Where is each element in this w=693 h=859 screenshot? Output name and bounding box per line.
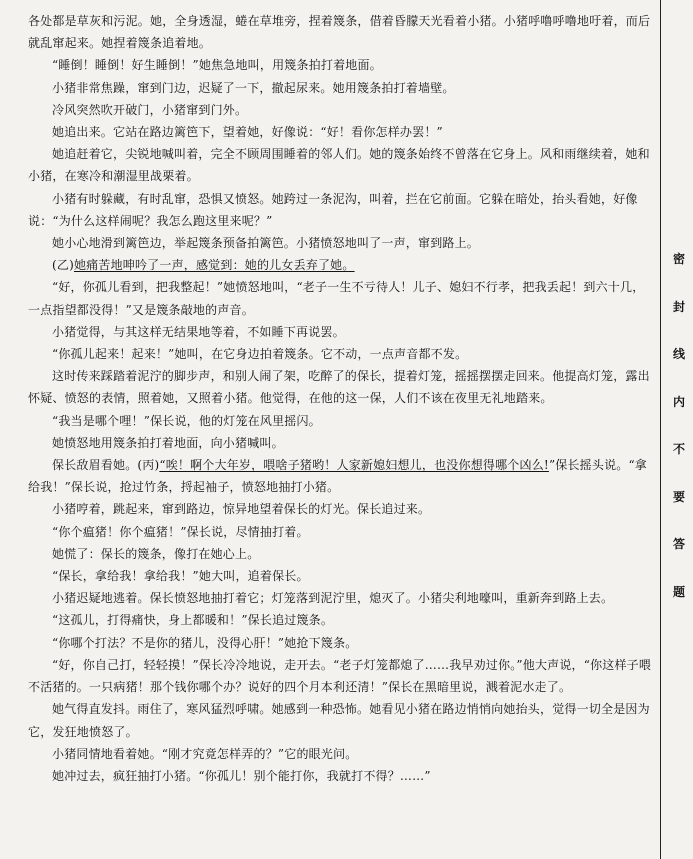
paragraph bbox=[28, 498, 652, 520]
text-run: 小猪同情地看着她。“刚才究竟怎样弄的？”它的眼光问。 bbox=[52, 746, 358, 761]
text-run: “好，你孤儿看到，把我整起！”她愤怒地叫，“老子一生不亏待人！儿子、媳妇不行孝，把我丢起！到六十几，一点指望都没得！”又是篾条敲地的声音。 bbox=[28, 280, 645, 317]
paragraph bbox=[28, 765, 652, 787]
paragraph bbox=[28, 632, 652, 654]
paragraph bbox=[28, 254, 652, 276]
seal-line-char: 要 bbox=[672, 489, 685, 504]
text-run: “你哪个打法？不是你的猪儿，没得心肝！”她抢下篾条。 bbox=[52, 635, 358, 650]
paragraph bbox=[28, 587, 652, 609]
paragraph bbox=[28, 432, 652, 454]
text-run: 各处都是草灰和污泥。她，全身透湿，蜷在草堆旁，捏着篾条，借着昏朦天光看着小猪。小猪呼噜呼噜地吁着，而后就乱窜起来。她捏着篾条追着地。 bbox=[28, 14, 651, 51]
text-run: 她慌了：保长的篾条，像打在她心上。 bbox=[52, 546, 260, 561]
paragraph bbox=[28, 543, 652, 565]
story-text bbox=[28, 10, 652, 787]
text-run: “这孤儿，打得痛快，身上都暖和！”保长追过篾条。 bbox=[52, 613, 334, 628]
paragraph bbox=[28, 321, 652, 343]
paragraph bbox=[28, 454, 652, 498]
text-run: “你个瘟猪！你个瘟猪！”保长说，尽情抽打着。 bbox=[52, 524, 309, 539]
text-run: 保长敌眉看她。(丙) bbox=[52, 458, 160, 473]
text-run: 她愤怒地用篾条拍打着地面，向小猪喊叫。 bbox=[52, 435, 284, 450]
seal-line-notice bbox=[671, 250, 687, 600]
paragraph bbox=[28, 276, 652, 320]
seal-line-char: 密 bbox=[672, 252, 685, 266]
text-run: 她追赶着它，尖锐地喊叫着，完全不顾周围睡着的邻人们。她的篾条始终不曾落在它身上。风和雨继续着，她和小猪，在寒冷和潮湿里战栗着。 bbox=[28, 147, 650, 184]
seal-line bbox=[660, 0, 661, 859]
seal-line-char: 答 bbox=[672, 537, 685, 552]
underlined-sentence: “唉！啊个大年岁，喂啥子猪哟！人家新媳妇想儿，也没你想得哪个凶么! bbox=[159, 458, 549, 473]
text-run: 她小心地滑到篱笆边，举起篾条预备拍篱笆。小猪愤怒地叫了一声，窜到路上。 bbox=[52, 236, 480, 251]
paragraph bbox=[28, 365, 652, 409]
text-run: “我当是哪个哩！”保长说，他的灯笼在风里摇闪。 bbox=[52, 413, 321, 428]
seal-line-char: 不 bbox=[672, 442, 685, 457]
paragraph bbox=[28, 410, 652, 432]
seal-line-char: 封 bbox=[672, 299, 685, 314]
text-run: 小猪觉得，与其这样无结果地等着，不如睡下再说罢。 bbox=[52, 324, 345, 339]
underlined-sentence: 她痛苦地呻吟了一声，感觉到：她的儿女丢弃了她。 bbox=[73, 258, 355, 273]
seal-line-char: 线 bbox=[672, 347, 685, 362]
paragraph bbox=[28, 743, 652, 765]
text-run: (乙) bbox=[52, 258, 74, 273]
text-run: “保长，拿给我！拿给我！”她大叫，追着保长。 bbox=[52, 569, 309, 584]
paragraph bbox=[28, 143, 652, 187]
paragraph bbox=[28, 232, 652, 254]
text-run: ”保长摇头说。“拿给我！”保长说，抢过竹条，捋起袖子，愤怒地抽打小猪。 bbox=[28, 458, 648, 495]
text-run: 冷风突然吹开破门，小猪窜到门外。 bbox=[52, 102, 248, 117]
text-run: 小猪哼着，跳起来，窜到路边，惊异地望着保长的灯光。保长追过来。 bbox=[52, 502, 431, 517]
paragraph bbox=[28, 565, 652, 587]
text-run: “好，你自己打，轻轻摸！”保长冷冷地说，走开去。“老子灯笼都熄了……我早劝过你。”他大声说，“你这样子喂不活猪的。一只病猪！那个钱你哪个办？说好的四个月本利还清！”保长在黑暗里说，溅着泥水走了。 bbox=[28, 657, 652, 695]
text-run: 小猪有时躲藏，有时乱窜，恐惧又愤怒。她跨过一条泥沟，叫着，拦在它前面。它躲在暗处，抬头看她，好像说：“为什么这样闹呢？我怎么跑这里来呢？” bbox=[28, 191, 638, 228]
paragraph bbox=[28, 121, 652, 143]
paragraph bbox=[28, 10, 652, 54]
paragraph bbox=[28, 609, 652, 631]
text-run: 这时传来踩踏着泥泞的脚步声，和别人闹了架，吃醉了的保长，提着灯笼，摇摇摆摆走回来。他提高灯笼，露出怀疑、愤怒的表情，照着她，又照着小猪。他觉得，在他的这一保，人们不该在夜里无礼地踏来。 bbox=[28, 369, 650, 406]
text-run: 小猪迟疑地逃着。保长愤怒地抽打着它；灯笼落到泥泞里，熄灭了。小猪尖利地嚎叫，重新奔到路上去。 bbox=[52, 591, 614, 606]
text-run: 小猪非常焦躁，窜到门边，迟疑了一下，撤起尿来。她用篾条拍打着墙壁。 bbox=[52, 80, 455, 95]
paragraph bbox=[28, 521, 652, 543]
seal-line-char: 题 bbox=[672, 584, 685, 599]
paragraph bbox=[28, 188, 652, 232]
paragraph bbox=[28, 77, 652, 99]
seal-line-char: 内 bbox=[672, 394, 685, 409]
paragraph bbox=[28, 99, 652, 121]
paragraph bbox=[28, 54, 652, 76]
paragraph bbox=[28, 654, 652, 698]
text-run: “你孤儿起来！起来！”她叫，在它身边拍着篾条。它不动，一点声音都不发。 bbox=[52, 347, 468, 362]
paragraph bbox=[28, 343, 652, 365]
text-run: “睡倒！睡倒！好生睡倒！”她焦急地叫，用篾条拍打着地面。 bbox=[52, 58, 382, 73]
paragraph bbox=[28, 698, 652, 742]
text-run: 她冲过去，疯狂抽打小猪。“你孤儿！别个能打你，我就打不得？……” bbox=[52, 768, 431, 783]
text-run: 她气得直发抖。雨住了，寒风猛烈呼啸。她感到一种恐怖。她看见小猪在路边悄悄向她抬头，觉得一切全是因为它，发狂地愤怒了。 bbox=[28, 702, 650, 739]
text-run: 她追出来。它站在路边篱笆下，望着她，好像说：“好！看你怎样办罢！” bbox=[52, 125, 443, 140]
